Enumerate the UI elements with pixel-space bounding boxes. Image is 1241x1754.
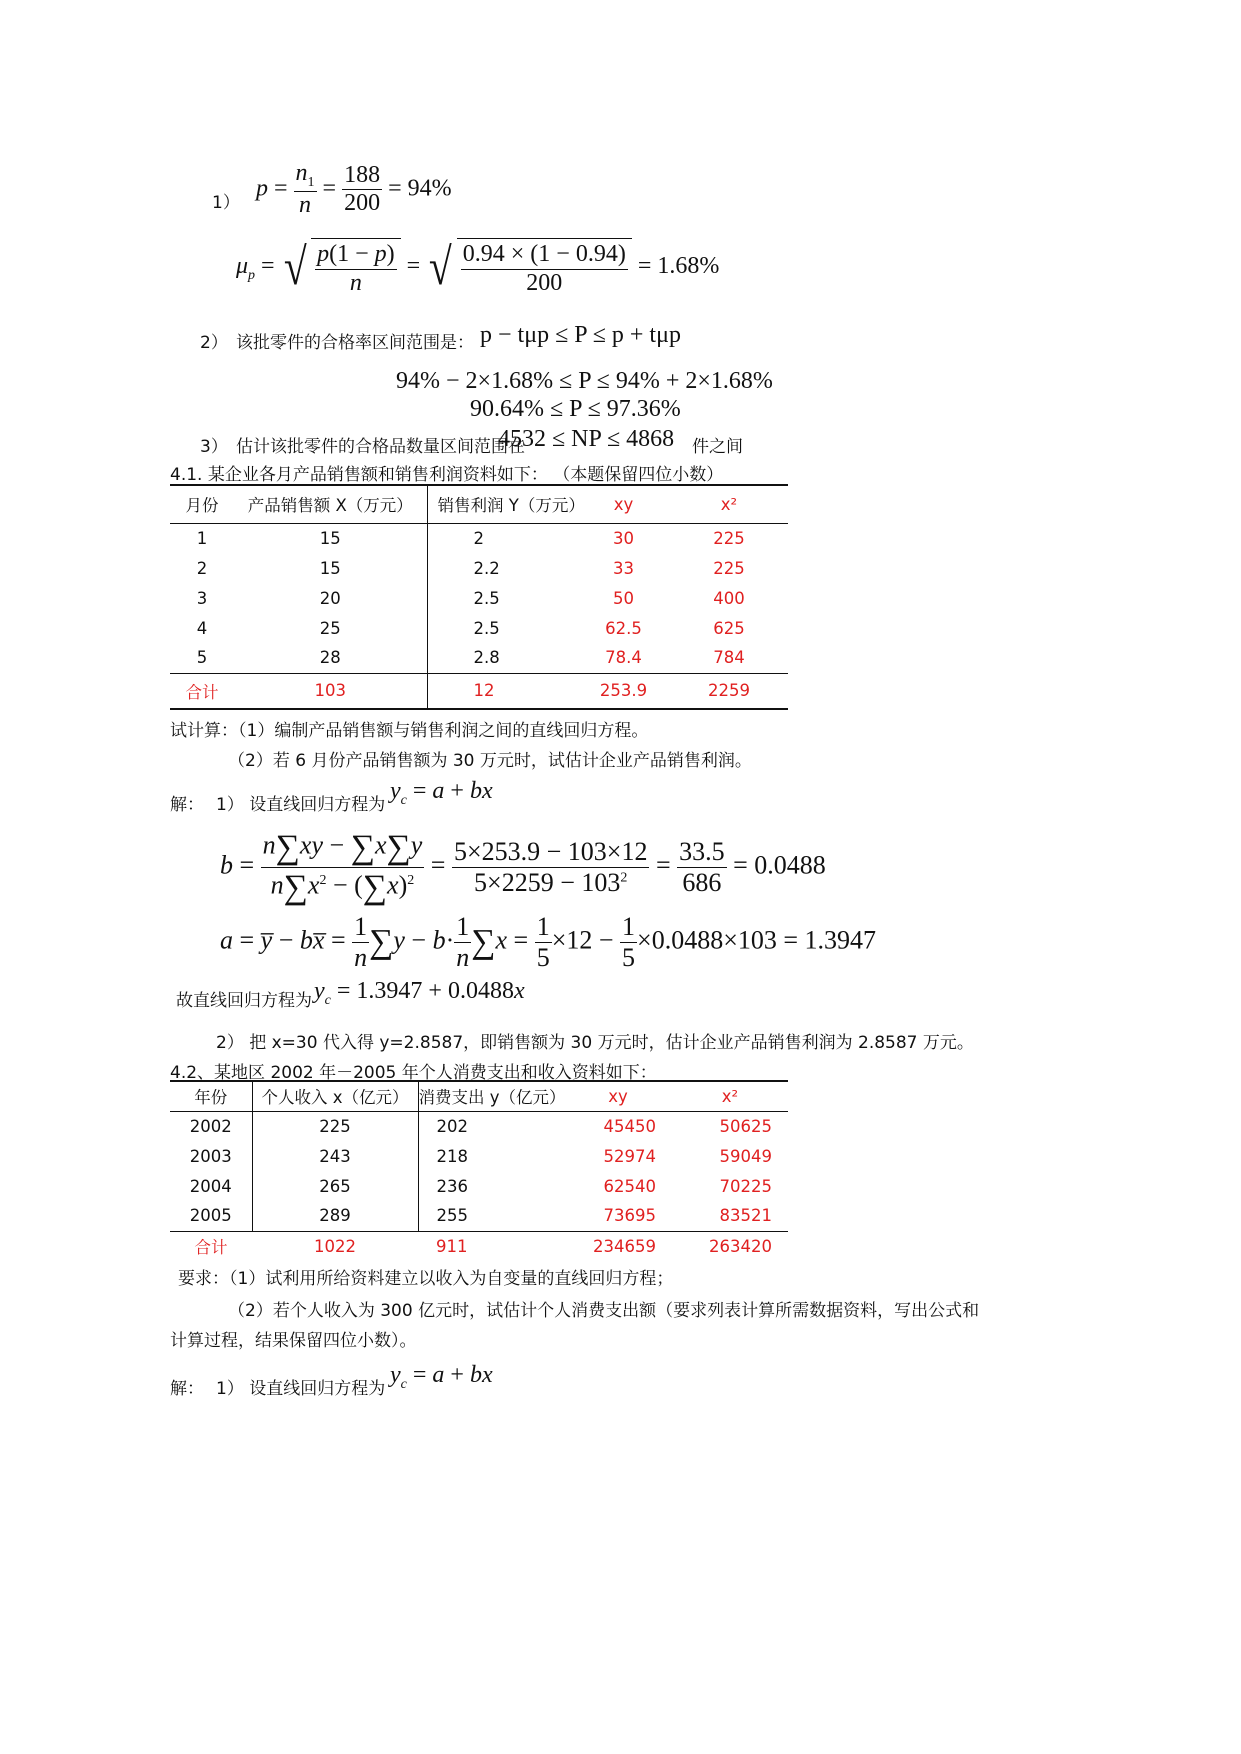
cell-x2: 784 xyxy=(713,648,745,668)
cell-xy: 45450 xyxy=(603,1116,656,1136)
table-total-row xyxy=(170,1231,788,1261)
cell-month: 3 xyxy=(196,588,208,608)
solution-label: 解： xyxy=(170,795,204,815)
cell-income: 225 xyxy=(252,1111,418,1141)
table-row xyxy=(170,643,788,673)
total-xy: 234659 xyxy=(564,1231,672,1261)
total-sales: 103 xyxy=(234,673,427,709)
header-x2: x² xyxy=(672,1081,788,1111)
cell-x2: 225 xyxy=(713,558,745,578)
cell-year: 2002 xyxy=(170,1111,252,1141)
step-3-math: 4532 ≤ NP ≤ 4868 xyxy=(498,426,675,452)
cell-consumption: 202 xyxy=(436,1116,468,1136)
header-x2: x² xyxy=(670,485,788,523)
table-total-row xyxy=(170,673,788,709)
solution-step-1: 1） 设直线回归方程为 xyxy=(216,795,386,815)
total-xy: 253.9 xyxy=(577,673,670,709)
table-row xyxy=(170,1111,788,1141)
total-income: 1022 xyxy=(252,1231,418,1261)
proportion-result: 94% xyxy=(407,175,452,202)
cell-sales: 15 xyxy=(234,553,427,583)
cell-consumption: 218 xyxy=(436,1146,468,1166)
table-row xyxy=(170,613,788,643)
conclusion-text: 故直线回归方程为 xyxy=(176,991,312,1011)
cell-x2: 70225 xyxy=(719,1176,772,1196)
sales-profit-table xyxy=(170,484,788,710)
step-2-label: 2） xyxy=(200,333,228,353)
question-4-1-ask-2: （2）若 6 月份产品销售额为 30 万元时，试估计企业产品销售利润。 xyxy=(228,751,752,771)
header-sales-x: 产品销售额 X（万元） xyxy=(234,485,427,523)
total-x2: 2259 xyxy=(670,673,788,709)
cell-year: 2005 xyxy=(170,1201,252,1231)
slope-formula: b = $\frac{n\sum xy - \sum x\sum y}{n\sum x^2 - (\sum x)^2}$ = $\frac{5\times 253.9 - 103\times 12}{5\times 2259 - 103^2}$ = $\frac{33.5}{686}$ = 0.0488 xyxy=(220,829,826,907)
regression-equation: $y_c = a$ + bx xyxy=(390,778,493,808)
cell-xy: 62540 xyxy=(603,1176,656,1196)
cell-x2: 50625 xyxy=(719,1116,772,1136)
header-year: 年份 xyxy=(170,1081,252,1111)
step-2-text: 该批零件的合格率区间范围是： xyxy=(236,333,474,353)
header-xy: xy xyxy=(577,485,670,523)
total-label: 合计 xyxy=(170,673,234,709)
question-4-2-title: 4.2、某地区 2002 年－2005 年个人消费支出和收入资料如下： xyxy=(170,1063,657,1083)
solution-2-label: 解： xyxy=(170,1379,204,1399)
cell-year: 2003 xyxy=(170,1141,252,1171)
cell-x2: 225 xyxy=(713,528,745,548)
interval-line-1: 94% − 2×1.68% ≤ P ≤ 94% + 2×1.68% xyxy=(396,368,773,394)
intercept-formula: a = y̅ − bx̅ = $\frac{1}{n}$ ∑y − b· $\frac{1}{n}$ ∑x = $\frac{1}{5}$ ×12 − $\frac{1}{5}$ ×0.0488×103 = 1.3947 xyxy=(220,912,877,972)
total-consumption: 911 xyxy=(418,1231,564,1261)
cell-profit: 2.5 xyxy=(473,588,500,608)
cell-month: 2 xyxy=(196,558,208,578)
interval-line-2: 90.64% ≤ P ≤ 97.36% xyxy=(470,396,681,422)
cell-sales: 15 xyxy=(234,523,427,553)
table-header-row xyxy=(170,485,788,523)
header-consumption-y: 消费支出 y（亿元） xyxy=(418,1081,564,1111)
question-4-2-req-3: 计算过程，结果保留四位小数）。 xyxy=(170,1331,417,1351)
cell-income: 289 xyxy=(252,1201,418,1231)
cell-xy: 30 xyxy=(613,528,634,548)
cell-month: 5 xyxy=(196,648,208,668)
cell-income: 265 xyxy=(252,1171,418,1201)
header-xy: xy xyxy=(564,1081,672,1111)
question-4-1-ask-1: 试计算：（1）编制产品销售额与销售利润之间的直线回归方程。 xyxy=(170,721,649,741)
cell-month: 1 xyxy=(196,528,208,548)
cell-consumption: 236 xyxy=(436,1176,468,1196)
header-profit-y: 销售利润 Y（万元） xyxy=(427,485,577,523)
cell-x2: 400 xyxy=(713,588,745,608)
cell-profit: 2.2 xyxy=(473,558,500,578)
cell-profit: 2.8 xyxy=(473,648,500,668)
cell-income: 243 xyxy=(252,1141,418,1171)
conclusion-equation: $y_c = 1.3947 + 0.0488x$ xyxy=(314,978,525,1008)
solution-2-step-1: 1） 设直线回归方程为 xyxy=(216,1379,386,1399)
table-row xyxy=(170,1201,788,1231)
standard-error-formula: $\mu_p$ = √ $\frac{p(1 - p)}{n}$ = √ $\frac{0.94 \times (1 - 0.94)}{200}$ = 1.68% xyxy=(236,238,720,296)
step-3-suffix: 件之间 xyxy=(692,437,743,457)
cell-xy: 73695 xyxy=(603,1206,656,1226)
table-header-row xyxy=(170,1081,788,1111)
table-row xyxy=(170,553,788,583)
table-row xyxy=(170,523,788,553)
slope-result: 0.0488 xyxy=(754,850,826,880)
table-row xyxy=(170,1141,788,1171)
cell-xy: 52974 xyxy=(603,1146,656,1166)
header-month: 月份 xyxy=(170,485,234,523)
cell-xy: 50 xyxy=(613,588,634,608)
cell-consumption: 255 xyxy=(436,1206,468,1226)
question-4-2-req-1: 要求：（1）试利用所给资料建立以收入为自变量的直线回归方程； xyxy=(178,1269,674,1289)
solution-step-2: 2） 把 x=30 代入得 y=2.8587，即销售额为 30 万元时，估计企业产品销售利润为 2.8587 万元。 xyxy=(216,1033,974,1053)
total-x2: 263420 xyxy=(672,1231,788,1261)
cell-sales: 28 xyxy=(234,643,427,673)
interval-formula: p − tμp ≤ P ≤ p + tμp xyxy=(480,322,681,348)
total-profit: 12 xyxy=(427,673,577,709)
step-3-label: 3） xyxy=(200,437,228,457)
question-4-2-req-2: （2）若个人收入为 300 亿元时，试估计个人消费支出额（要求列表计算所需数据资料，写出公式和 xyxy=(228,1301,980,1321)
cell-month: 4 xyxy=(196,618,208,638)
proportion-formula: p = $\frac{n_1}{n}$ = $\frac{188}{200}$ = 94% xyxy=(256,160,452,218)
total-label: 合计 xyxy=(170,1231,252,1261)
table-row xyxy=(170,583,788,613)
cell-xy: 33 xyxy=(613,558,634,578)
cell-x2: 83521 xyxy=(719,1206,772,1226)
standard-error-result: 1.68% xyxy=(657,253,720,280)
cell-sales: 20 xyxy=(234,583,427,613)
cell-xy: 62.5 xyxy=(605,618,642,638)
cell-year: 2004 xyxy=(170,1171,252,1201)
table-row xyxy=(170,1171,788,1201)
cell-x2: 59049 xyxy=(719,1146,772,1166)
intercept-result: 1.3947 xyxy=(804,925,877,955)
step-3-text: 估计该批零件的合格品数量区间范围在 xyxy=(236,437,525,457)
cell-profit: 2.5 xyxy=(473,618,500,638)
cell-profit: 2 xyxy=(473,528,484,548)
cell-x2: 625 xyxy=(713,618,745,638)
cell-xy: 78.4 xyxy=(605,648,642,668)
income-consumption-table xyxy=(170,1080,788,1261)
question-4-1-title: 4.1. 某企业各月产品销售额和销售利润资料如下： （本题保留四位小数） xyxy=(170,465,724,485)
step-1-label: 1） xyxy=(212,193,240,213)
regression-equation-2: $y_c = a$ + bx xyxy=(390,1362,493,1392)
cell-sales: 25 xyxy=(234,613,427,643)
header-income-x: 个人收入 x（亿元） xyxy=(252,1081,418,1111)
